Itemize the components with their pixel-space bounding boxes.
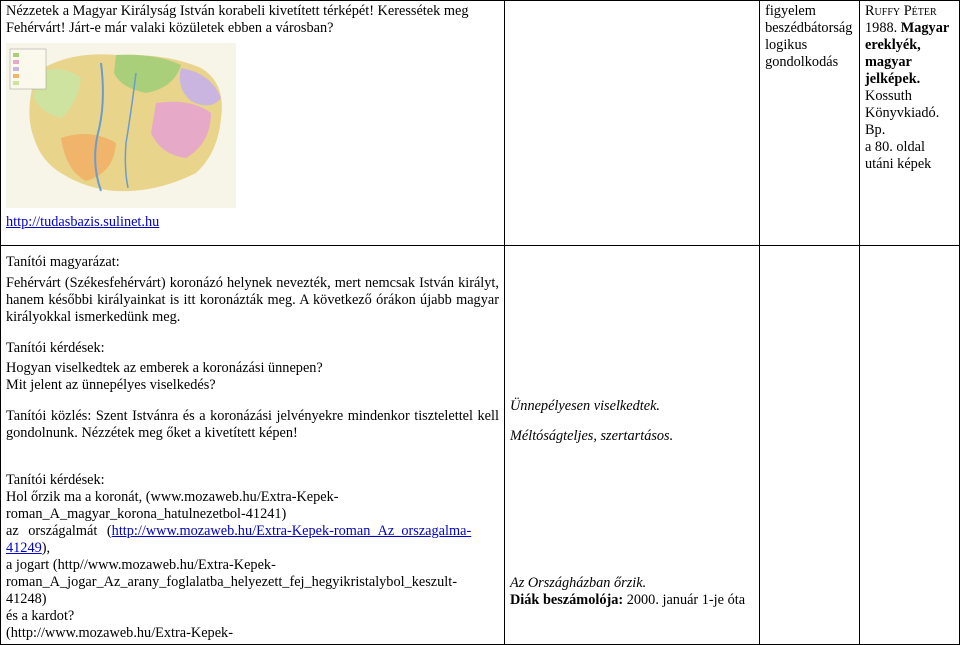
teacher-question: Hogyan viselkedtek az emberek a koronázási ünnepen? <box>6 360 323 376</box>
skill-item: figyelem <box>765 3 816 19</box>
answer-cell <box>504 246 759 645</box>
question-line: (http://www.mozaweb.hu/Extra-Kepek- <box>6 625 233 641</box>
table-row <box>1 1 960 246</box>
question-text: ), <box>41 540 51 556</box>
question-line: roman_A_jogar_Az_arany_foglalatba_helyezett_fej_hegyikristalybol_keszult- <box>6 574 457 590</box>
reference-title: Magyar ereklyék, magyar jelképek. <box>865 20 949 87</box>
answer-cell <box>504 1 759 246</box>
skill-item: beszédbátorság <box>765 20 853 36</box>
reference-author: Ruffy Péter <box>865 3 937 19</box>
reference-cell <box>860 1 960 246</box>
intro-text: Nézzetek a Magyar Királyság István korabeli kivetített térképét! Keressétek meg Fehérvárt! Járt-e már valaki közületek ebben a városban? <box>6 3 469 36</box>
table-row <box>1 246 960 645</box>
teacher-statement <box>6 408 499 442</box>
question-text: az országalmát ( <box>6 523 112 539</box>
student-report <box>510 592 754 609</box>
skills-cell <box>760 246 860 645</box>
student-report-text: 2000. január 1-je óta <box>626 592 746 608</box>
hungary-kingdom-map <box>6 43 236 208</box>
question-line: és a kardot? <box>6 608 75 624</box>
activity-cell <box>1 1 505 246</box>
skills-cell <box>760 1 860 246</box>
legend-swatch <box>13 81 19 85</box>
teacher-questions-label: Tanítói kérdések: <box>6 340 105 356</box>
question-line: a jogart (http//www.mozaweb.hu/Extra-Kepek- <box>6 557 276 573</box>
question-line: 41248) <box>6 591 47 607</box>
map-image <box>6 43 236 208</box>
skill-item: logikus <box>765 37 808 53</box>
source-link[interactable]: http://tudasbazis.sulinet.hu <box>6 214 160 230</box>
question-line: Hol őrzik ma a koronát, (www.mozaweb.hu/Extra-Kepek- <box>6 489 339 505</box>
activity-cell <box>1 246 505 645</box>
student-answer: Ünnepélyesen viselkedtek. <box>509 398 661 414</box>
skill-item: gondolkodás <box>765 54 839 70</box>
teacher-statement-label: Tanítói közlés: <box>6 408 92 424</box>
question-line <box>6 523 499 557</box>
student-answer: Méltóságteljes, szertartásos. <box>509 428 674 444</box>
legend-swatch <box>13 74 19 78</box>
reference-publisher: Kossuth Könyvkiadó. Bp. <box>865 88 940 138</box>
teacher-explanation-text: Fehérvárt (Székesfehérvárt) koronázó helynek nevezték, mert nemcsak István királyt, hanem későbbi királyainkat is itt koronázták meg. A következő órákon újabb magyar királyokkal ismerkedünk meg. <box>6 275 499 325</box>
question-line: roman_A_magyar_korona_hatulnezetbol-41241) <box>6 506 287 522</box>
reference-cell <box>860 246 960 645</box>
legend-swatch <box>13 67 19 71</box>
student-report-label: Diák beszámolója: <box>509 592 624 608</box>
teacher-statement-text: Szent Istvánra és a koronázási jelvényekre mindenkor tisztelettel kell gondolnunk. Nézzétek meg őket a kivetített képen! <box>6 408 499 441</box>
reference-pages: a 80. oldal utáni képek <box>865 139 932 172</box>
student-answer: Az Országházban őrzik. <box>509 575 647 591</box>
orszagalma-link[interactable]: http://www.mozaweb.hu/Extra-Kepek-roman_Az_orszagalma-41249 <box>6 523 472 556</box>
legend-swatch <box>13 60 19 64</box>
teacher-questions-label: Tanítói kérdések: <box>6 472 105 488</box>
teacher-explanation-label: Tanítói magyarázat: <box>6 254 120 270</box>
reference-year: 1988. <box>865 20 898 36</box>
legend-swatch <box>13 53 19 57</box>
teacher-question: Mit jelent az ünnepélyes viselkedés? <box>6 377 216 393</box>
